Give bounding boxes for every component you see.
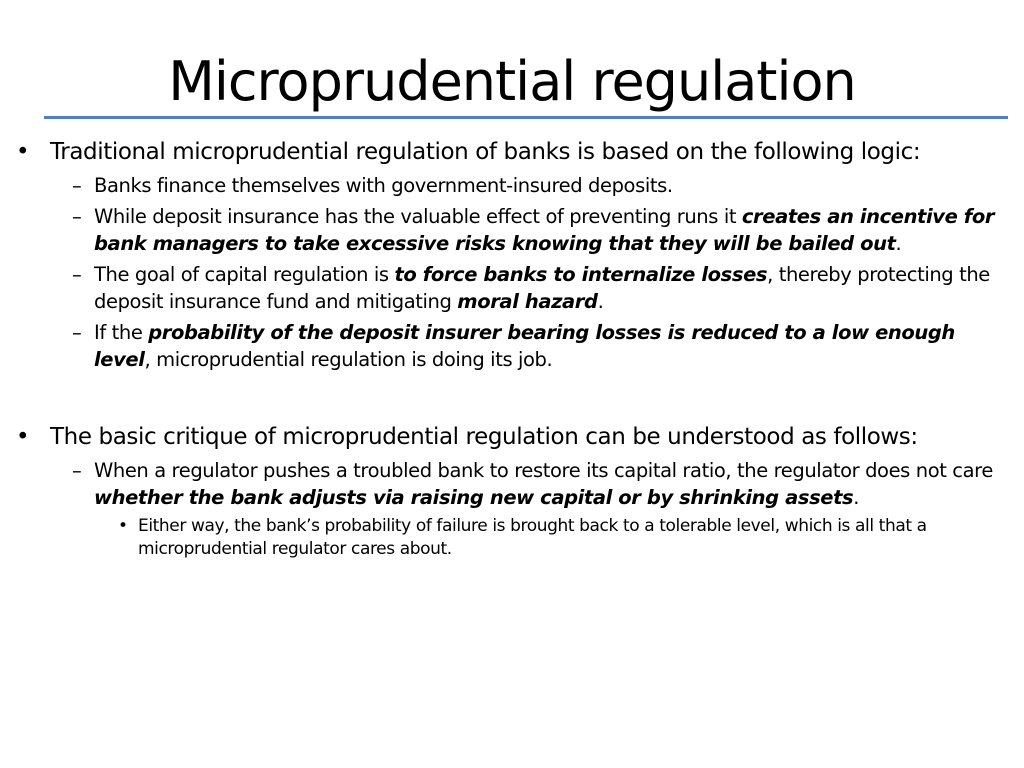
dash-icon: – [72,205,82,228]
sub-bullet-text: , microprudential regulation is doing its job. [144,348,553,371]
bullet-dot-icon: • [16,424,30,450]
emphasized-text: to force banks to internalize losses [394,263,768,286]
sub-bullet-point [14,203,1014,257]
bullet-point [14,423,1014,451]
bullet-point [14,138,1014,166]
sub-bullet-point [14,457,1014,511]
sub-bullet-text: While deposit insurance has the valuable effect of preventing runs it [94,205,742,228]
sub-bullet-text: Banks finance themselves with government-insured deposits. [94,174,673,197]
dash-icon: – [72,321,82,344]
dash-icon: – [72,263,82,286]
spacer [14,377,1014,423]
sub-bullet-point [14,261,1014,315]
emphasized-text: probability of the deposit insurer bearing losses is reduced to a low enough level [94,321,955,371]
sub-bullet-text: The goal of capital regulation is [94,263,395,286]
sub-bullet-text: . [597,290,604,313]
emphasized-text: whether the bank adjusts via raising new capital or by shrinking assets [94,486,854,509]
sub-bullet-text: If the [94,321,149,344]
sub-bullet-point [14,319,1014,373]
dash-icon: – [72,174,82,197]
title-underline [44,116,1008,119]
emphasized-text: moral hazard [457,290,598,313]
sub-sub-bullet-point [14,515,1014,561]
sub-bullet-point [14,172,1014,199]
sub-bullet-text: . [853,486,860,509]
sub-bullet-text: . [895,232,902,255]
sub-bullet-text: , thereby protecting the deposit insurance fund and mitigating [94,263,990,313]
sub-bullet-text: When a regulator pushes a troubled bank to restore its capital ratio, the regulator does not care [94,459,993,482]
bullet-dot-icon: • [16,139,30,165]
bullet-dot-icon: • [118,516,128,536]
slide-body [14,138,1014,565]
bullet-text: The basic critique of microprudential regulation can be understood as follows: [50,424,918,450]
sub-sub-bullet-text: Either way, the bank’s probability of failure is brought back to a tolerable level, which is all that a microprudential regulator cares about. [138,516,927,559]
emphasized-text: creates an incentive for bank managers to take excessive risks knowing that they will be bailed out [94,205,995,255]
bullet-text: Traditional microprudential regulation of banks is based on the following logic: [50,139,921,165]
slide-title: Microprudential regulation [168,50,856,113]
dash-icon: – [72,459,82,482]
